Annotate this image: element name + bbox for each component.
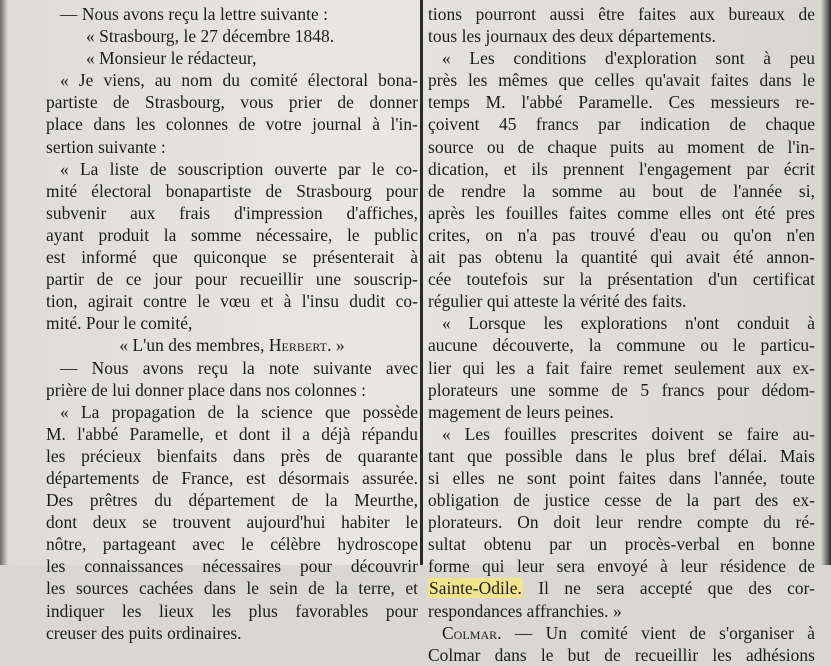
text-line: magement de leurs peines. — [428, 401, 614, 422]
text-line: forme qui leur sera envoyé à leur résidence de — [428, 556, 815, 577]
text-line: M. l'abbé Paramelle, et dont il a déjà répandu — [46, 423, 418, 444]
text-line: tous les journaux des deux départements. — [428, 26, 716, 47]
text-line: « Les fouilles prescrites doivent se faire au- — [442, 423, 815, 444]
text-line: près les mêmes que celles qu'avait faites dans le — [428, 70, 815, 91]
text-line: ait pas obtenu la quantité qui avait été annon- — [428, 247, 815, 268]
text-line: nôtre, partageant avec le célèbre hydroscope — [46, 534, 418, 555]
text-line: ayant produit la somme nécessaire, le public — [46, 224, 418, 245]
text-line: « Lorsque les explorations n'ont conduit à — [442, 313, 815, 334]
text-line: tions pourront aussi être faites aux bureaux de — [428, 4, 815, 24]
text-line: « La propagation de la science que possède — [60, 401, 418, 422]
text-line: « La liste de souscription ouverte par le co- — [60, 158, 418, 179]
text-line: si elles ne sont point faites dans l'année, toute — [428, 467, 815, 488]
text-line: « L'un des membres, Herbert. » — [119, 335, 345, 356]
highlighted-place-name: Sainte-Odile. — [429, 578, 522, 599]
text-line: crites, on n'a pas trouvé d'eau ou qu'on n'en — [428, 224, 815, 245]
text-line: Des prêtres du département de la Meurthe, — [46, 490, 418, 511]
text-line: départements de France, est désormais assurée. — [46, 467, 418, 488]
text-line: prière de lui donner place dans nos colonnes : — [46, 379, 367, 400]
text-line: plorateurs. On doit leur rendre compte du ré- — [428, 512, 815, 533]
text-line: les précieux bienfaits dans près de quarante — [46, 445, 418, 466]
text-line — [428, 622, 815, 644]
column-divider — [420, 0, 423, 565]
text-line: — Nous avons reçu la lettre suivante : — [60, 4, 328, 24]
signature-name: Herbert — [268, 335, 328, 356]
text-line: est informé que quiconque se présenterait à — [46, 247, 418, 268]
right-text-column — [428, 0, 816, 665]
text-line: dication, et ils prennent l'engagement par écrit — [428, 158, 815, 179]
text-line: çoivent 45 francs par indication de chaque — [428, 114, 815, 135]
text-line: respondances affranchies. » — [428, 600, 622, 621]
text-line: mité. Pour le comité, — [46, 313, 193, 334]
text-line: les sources cachées dans le sein de la terre, et — [46, 578, 418, 599]
text-line: régulier qui atteste la vérité des faits. — [428, 291, 687, 312]
text-line: temps M. l'abbé Paramelle. Ces messieurs re- — [428, 92, 815, 113]
text-line: « Les conditions d'exploration sont à peu — [442, 48, 815, 69]
text-line: « Monsieur le rédacteur, — [86, 48, 257, 69]
text-line: mité électoral bonapartiste de Strasbourg pour — [46, 180, 418, 201]
text-line: partir de ce jour pour recueillir une souscrip- — [46, 269, 418, 290]
text-line: Colmar dans le but de recueillir les adhésions — [428, 644, 815, 665]
text-line: dont deux se trouvent aujourd'hui habiter le — [46, 512, 418, 533]
text-line: place dans les colonnes de votre journal à l'in- — [46, 114, 418, 135]
text-line: « Strasbourg, le 27 décembre 1848. — [86, 26, 335, 47]
text-line: subvenir aux frais d'impression d'affiches, — [46, 202, 418, 223]
text-line: tion, agirait contre le vœu et à l'insu dudit co- — [46, 291, 418, 312]
text-line: — Nous avons reçu la note suivante avec — [60, 357, 418, 378]
page-edge-shadow-left — [0, 0, 8, 565]
text-line: partiste de Strasbourg, vous prier de donner — [46, 92, 418, 113]
text-line: obligation de justice cesse de la part des ex- — [428, 490, 815, 511]
text-line: « Je viens, au nom du comité électoral bona- — [60, 70, 418, 91]
text-line: sertion suivante : — [46, 136, 166, 157]
page-edge-shadow-right — [821, 0, 831, 565]
text-line: indiquer les lieux les plus favorables pour — [46, 600, 418, 621]
line-text: Il ne sera accepté que des cor- — [538, 578, 816, 599]
left-text-column — [46, 0, 418, 643]
text-line: lier qui les a fait faire remet seulement aux ex- — [428, 357, 815, 378]
line-text: — Un comité vient de s'organiser à — [514, 622, 816, 643]
text-line: de rendre la somme au bout de l'année si, — [428, 180, 815, 201]
section-heading-colmar: Colmar. — [442, 622, 502, 643]
text-line: après les fouilles faites comme elles ont été pres — [428, 202, 815, 223]
text-line: aucune découverte, la commune ou le particu- — [428, 335, 815, 356]
text-line: creuser des puits ordinaires. — [46, 622, 242, 643]
text-line: les connaissances nécessaires pour découvrir — [46, 556, 418, 577]
text-line: tant que possible dans le plus bref délai. Mais — [428, 445, 815, 466]
text-line: source ou de chaque puits au moment de l'in- — [428, 136, 815, 157]
text-line: sultat obtenu par un procès-verbal en bonne — [428, 534, 815, 555]
text-line — [428, 577, 815, 599]
text-line: cée toutefois sur la présentation d'un certificat — [428, 269, 815, 290]
text-line: plorateurs une somme de 5 francs pour dédom- — [428, 379, 815, 400]
